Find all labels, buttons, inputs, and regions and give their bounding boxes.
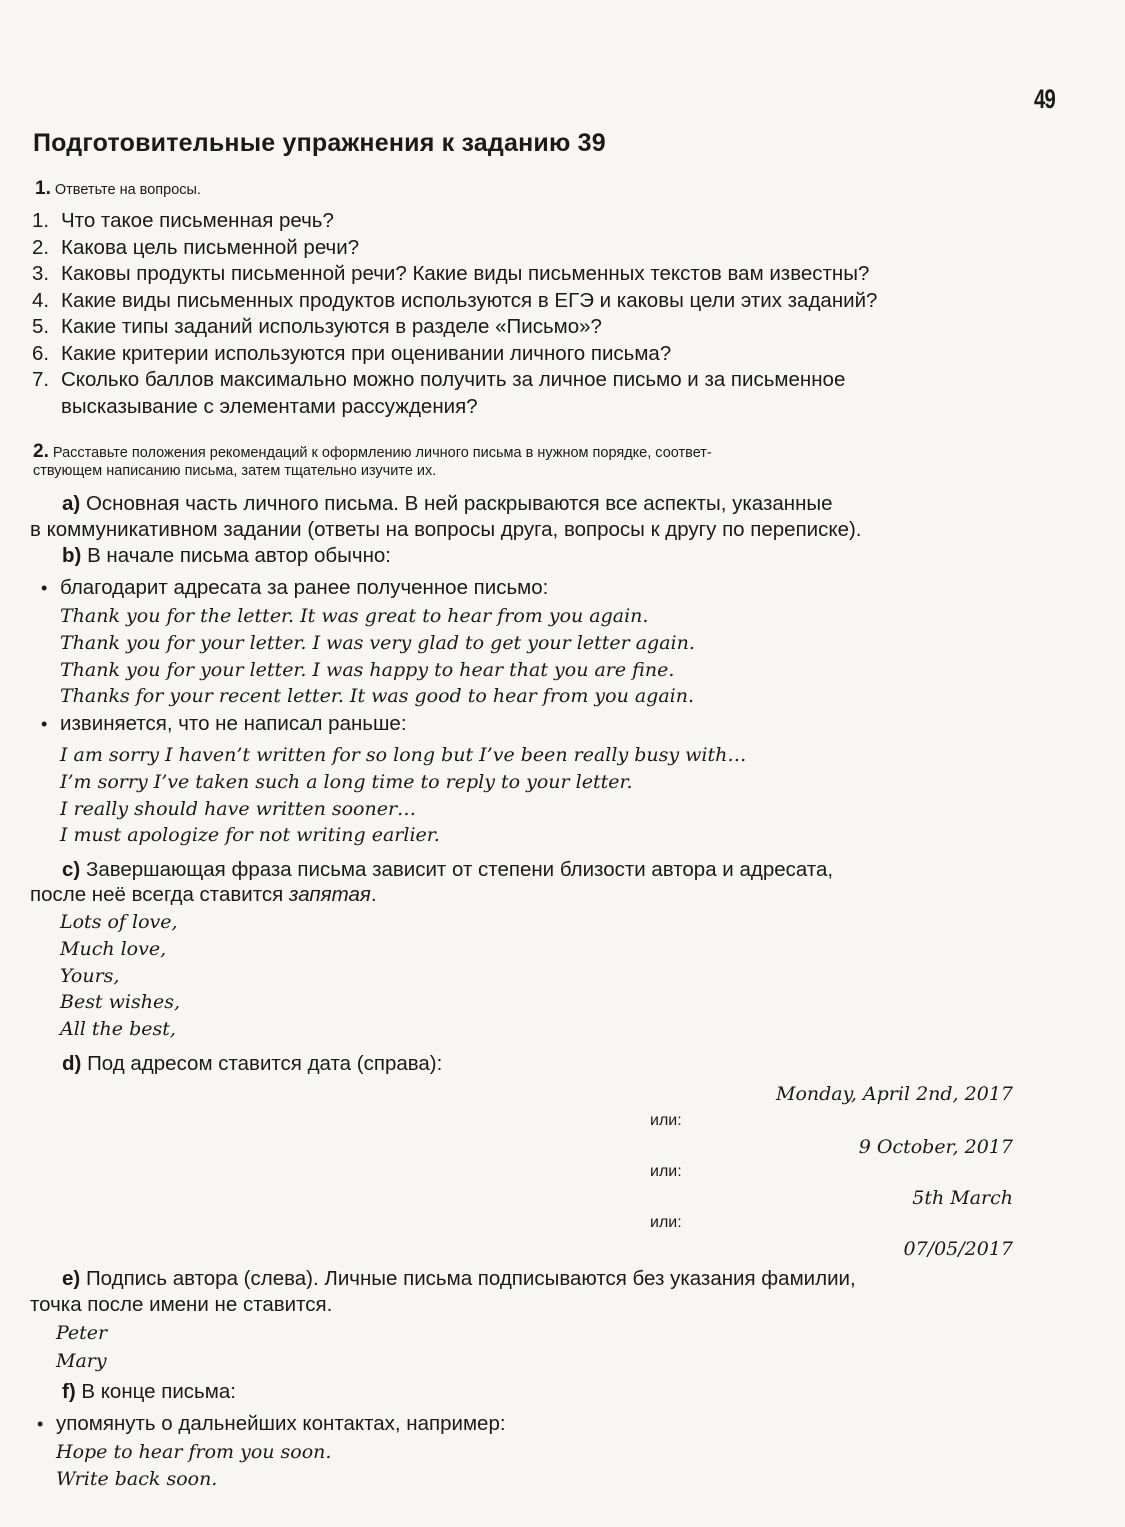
section-text: В конце письма: [81,1380,236,1403]
section-text: после неё всегда ставится [30,883,289,906]
section-b [62,543,391,569]
item-number: 6. [32,341,50,365]
item-number: 5. [32,315,50,338]
example-line: Lots of love, [60,911,178,933]
or-label: или: [650,1163,682,1180]
example-line: Thank you for your letter. I was very glad to get your letter again. [60,631,695,654]
item-number: 4. [32,288,50,312]
list-item [32,341,1032,368]
examples-apology [60,742,746,849]
section-label: b) [62,544,82,567]
example-line: Thank you for the letter. It was great to hear from you again. [60,605,649,627]
page-number: 49 [1034,84,1056,114]
section-text: . [370,883,377,906]
examples-thanks [60,603,695,710]
item-text: Какова цель письменной речи? [61,235,360,259]
example-line: Thanks for your recent letter. It was good to hear from you again. [60,685,695,708]
bullet-contacts [56,1411,506,1437]
example-line: Thank you for your letter. I was happy to hear that you are fine. [60,658,675,681]
section-e-cont [30,1292,332,1318]
item-text: Какие виды письменных продуктов используются в ЕГЭ и каковы цели этих заданий? [61,288,878,312]
example-line: Best wishes, [60,991,180,1014]
date-example-2: 9 October, 2017 [858,1136,1013,1158]
bullet-apology [60,711,407,737]
example-line: I am sorry I haven’t written for so long but I’ve been really busy with… [60,744,747,766]
ex1-header [35,180,201,199]
date-example-4: 07/05/2017 [903,1238,1013,1260]
section-label: d) [62,1052,82,1075]
list-item [32,367,1032,420]
example-line: Write back soon. [56,1468,218,1490]
list-item [32,261,1032,288]
examples-contacts [56,1439,331,1493]
bullet-text: упомянуть о дальнейших контактах, например: [56,1412,506,1435]
item-text-continued: высказывание с элементами рассуждения? [61,394,478,418]
item-text: Что такое письменная речь? [61,209,334,232]
example-line: Peter [56,1322,108,1344]
section-text: Под адресом ставится дата (справа): [87,1052,443,1075]
section-label: f) [62,1380,76,1403]
list-item [32,314,1032,341]
example-line: Yours, [60,964,120,987]
ex1-instruction: Ответьте на вопросы. [54,182,201,198]
date-example-1: Monday, April 2nd, 2017 [776,1083,1013,1105]
section-label: c) [62,858,81,881]
example-line: Hope to hear from you soon. [56,1441,332,1463]
example-line: I must apologize for not writing earlier. [60,824,440,847]
item-text: Какие критерии используются при оценивании личного письма? [61,341,672,365]
section-f [62,1379,236,1405]
section-c [62,857,1022,883]
section-a [62,491,1022,517]
section-label: a) [62,492,81,515]
example-line: Much love, [60,937,167,960]
item-number: 2. [32,235,50,259]
section-e [62,1266,1022,1292]
section-d [62,1051,442,1077]
section-label: e) [62,1267,81,1290]
ex2-header [33,443,1018,480]
item-text: Сколько баллов максимально можно получить за личное письмо и за письменное [61,368,846,391]
section-text: Подпись автора (слева). Личные письма подписываются без указания фамилии, [85,1267,856,1290]
section-a-cont [30,517,1030,543]
bullet-text: благодарит адресата за ранее полученное письмо: [60,576,549,599]
ex1-number: 1. [35,178,51,199]
bullet-text: извиняется, что не написал раньше: [60,712,407,735]
example-line: I really should have written sooner… [60,797,417,820]
date-example-3: 5th March [912,1187,1013,1209]
section-c-cont [30,882,377,908]
example-line: All the best, [60,1018,176,1041]
section-text: точка после имени не ставится. [30,1293,333,1316]
section-text: В начале письма автор обычно: [87,544,391,567]
or-label: или: [650,1112,682,1129]
or-label: или: [650,1214,682,1231]
ex2-number: 2. [33,441,49,462]
item-number: 7. [32,368,50,391]
bullet-thanks [60,575,548,601]
example-line: Mary [56,1350,107,1372]
list-item [32,208,1032,235]
examples-closing [60,909,180,1043]
examples-signature [56,1319,107,1375]
section-text: Завершающая фраза письма зависит от степени близости автора и адресата, [85,858,834,881]
section-text: Основная часть личного письма. В ней раскрываются все аспекты, указанные [85,492,833,515]
section-text-italic: запятая [288,883,371,906]
item-number: 3. [32,262,50,285]
page-title: Подготовительные упражнения к заданию 39 [33,129,606,157]
list-item [32,288,1032,315]
ex2-instruction: Расставьте положения рекомендаций к оформлению личного письма в нужном порядке, соответ- [52,445,712,461]
section-text: в коммуникативном задании (ответы на вопросы друга, вопросы к другу по переписке). [30,518,862,541]
ex2-instruction-cont: ствующем написанию письма, затем тщательно изучите их. [33,462,437,479]
item-text: Какие типы заданий используются в разделе «Письмо»? [61,315,602,338]
item-text: Каковы продукты письменной речи? Какие виды письменных текстов вам известны? [61,262,870,285]
ex1-question-list [32,208,1032,420]
item-number: 1. [32,209,50,232]
list-item [32,235,1032,262]
example-line: I’m sorry I’ve taken such a long time to reply to your letter. [60,770,633,793]
